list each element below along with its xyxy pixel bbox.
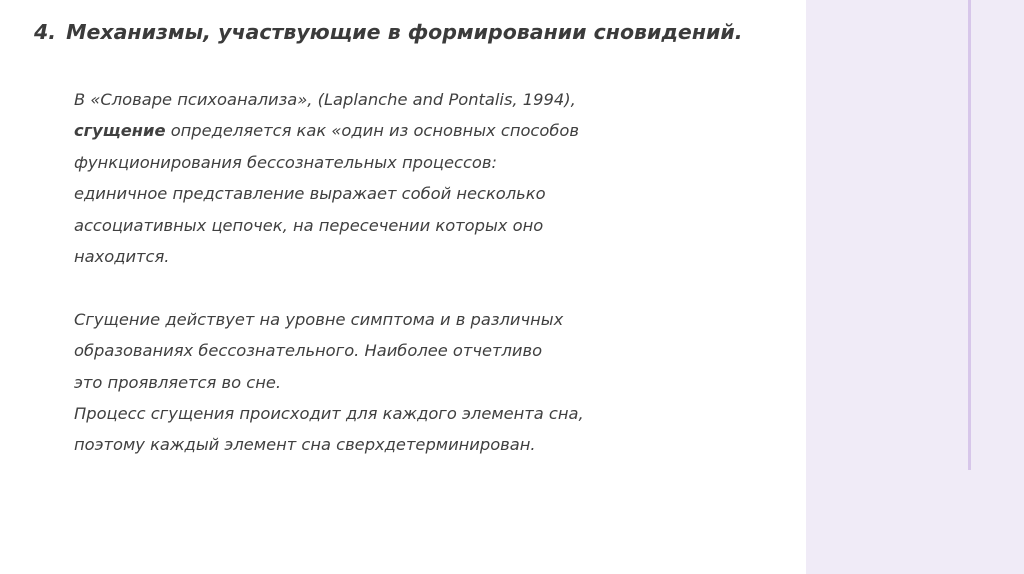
para1-line2 — [74, 115, 774, 146]
term-condensation: сгущение — [74, 121, 166, 141]
paragraph-gap — [74, 272, 774, 303]
para2-line2: образованиях бессознательного. Наиболее отчетливо — [74, 341, 543, 361]
slide-body — [74, 84, 774, 461]
para1-line2-rest: определяется как «один из основных способов — [165, 121, 579, 141]
para2-line4: Процесс сгущения происходит для каждого элемента сна, — [74, 404, 584, 424]
slide-title — [34, 20, 804, 44]
para2-line5: поэтому каждый элемент сна сверхдетерминирован. — [74, 435, 536, 455]
para1-line3: функционирования бессознательных процессов: — [74, 152, 497, 172]
para1-line1: В «Словаре психоанализа», (Laplanche and Pontalis, 1994), — [74, 90, 576, 109]
slide-title-number: 4. — [34, 20, 57, 44]
side-decor-panel — [806, 0, 1024, 574]
para2-line1: Сгущение действует на уровне симптома и в различных — [74, 309, 564, 329]
para2-line3: это проявляется во сне. — [74, 372, 282, 392]
para1-line5: ассоциативных цепочек, на пересечении которых оно — [74, 215, 544, 235]
slide-title-text: Механизмы, участвующие в формировании сновидений. — [66, 20, 743, 44]
side-decor-line — [968, 0, 971, 470]
para1-line6: находится. — [74, 247, 170, 267]
para1-line4: единичное представление выражает собой несколько — [74, 184, 546, 204]
